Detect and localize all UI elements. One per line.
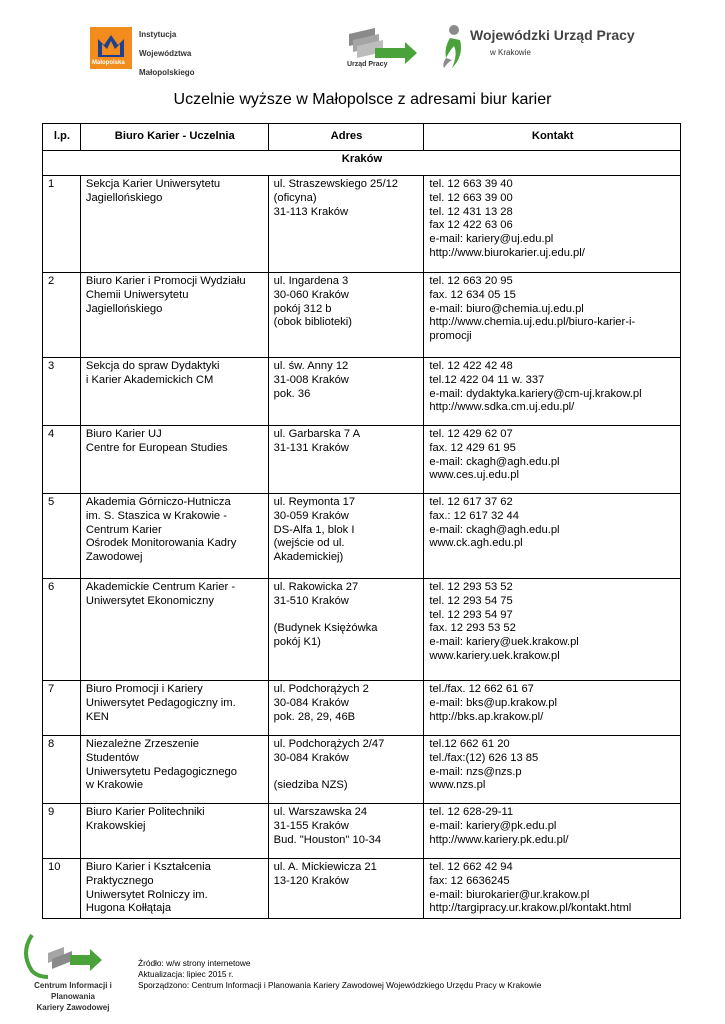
table-row: [43, 681, 681, 736]
contact-line[interactable]: www.kariery.uek.krakow.pl: [429, 649, 560, 662]
name-line: Praktycznego: [85, 874, 154, 887]
contact-line[interactable]: http://targipracy.ur.krakow.pl/kontakt.html: [429, 902, 632, 915]
cell-address: [268, 804, 424, 859]
address-line: 30-060 Kraków: [273, 288, 349, 301]
contact-line[interactable]: www.nzs.pl: [429, 779, 486, 792]
contact-line: tel. 12 431 13 28: [429, 205, 513, 218]
address-line: DS-Alfa 1, blok I: [273, 523, 355, 536]
contact-line: tel. 12 422 42 48: [429, 360, 513, 372]
contact-line[interactable]: http://www.chemia.uj.edu.pl/biuro-karier-i-: [429, 316, 636, 329]
name-line: Centre for European Studies: [85, 441, 228, 454]
footer-prepared: Sporządzono: Centrum Informacji i Planowania Kariery Zawodowej Wojewódzkiego Urzędu Pracy w Krakowie: [138, 980, 542, 990]
contact-line: tel. 12 628-29-11: [429, 806, 514, 818]
name-line: Jagiellońskiego: [85, 302, 163, 315]
address-line: 31-155 Kraków: [273, 819, 349, 832]
address-line: pok. 36: [273, 387, 311, 400]
cell-address: [268, 176, 424, 273]
contact-line: fax: 12 6636245: [429, 874, 510, 887]
row-number: 2: [43, 273, 81, 358]
malopolska-badge: Małopolska: [92, 60, 125, 66]
iwm-line: Małopolskiego: [139, 68, 195, 77]
iwm-line: Instytucja: [139, 30, 177, 39]
table-header-row: [43, 124, 681, 151]
contact-line[interactable]: www.ck.agh.edu.pl: [429, 537, 523, 550]
contact-line[interactable]: e-mail: nzs@nzs.p: [429, 765, 522, 778]
address-line: pok. 28, 29, 46B: [273, 710, 356, 723]
name-line: Centrum Karier: [85, 523, 162, 536]
cell-address: [268, 494, 424, 579]
name-line: Biuro Karier Politechniki: [85, 806, 205, 818]
address-line: ul. Rakowicka 27: [273, 581, 359, 593]
cell-address: [268, 358, 424, 426]
name-line: Ośrodek Monitorowania Kadry: [85, 537, 237, 550]
contact-line[interactable]: www.ces.uj.edu.pl: [429, 469, 519, 482]
contact-line[interactable]: e-mail: biuro@chemia.uj.edu.pl: [429, 302, 584, 315]
cell-name: [80, 681, 268, 736]
contact-line: tel. 12 663 20 95: [429, 275, 513, 287]
row-number: 9: [43, 804, 81, 859]
cell-contact: [424, 579, 681, 681]
cell-name: [80, 273, 268, 358]
address-line: Akademickiej): [273, 551, 344, 564]
address-line: (Budynek Księżówka: [273, 622, 378, 635]
address-line: 30-084 Kraków: [273, 751, 349, 764]
name-line: Akademickie Centrum Karier -: [85, 581, 236, 593]
table-row: [43, 804, 681, 859]
wup-subtitle: w Krakowie: [490, 48, 531, 57]
header-office: Biuro Karier - Uczelnia: [80, 124, 268, 151]
cell-contact: [424, 176, 681, 273]
name-line: Sekcja Karier Uniwersytetu: [85, 178, 221, 190]
contact-line[interactable]: http://bks.ap.krakow.pl/: [429, 710, 544, 723]
career-offices-table: [42, 123, 681, 919]
address-line: ul. A. Mickiewicza 21: [273, 861, 377, 873]
contact-line[interactable]: e-mail: biurokarier@ur.krakow.pl: [429, 888, 590, 901]
row-number: 6: [43, 579, 81, 681]
address-line: pokój 312 b: [273, 302, 332, 315]
name-line: i Karier Akademickich CM: [85, 373, 214, 386]
name-line: KEN: [85, 710, 109, 723]
row-number: 8: [43, 736, 81, 804]
name-line: Biuro Karier i Kształcenia: [85, 861, 211, 873]
address-line: 30-084 Kraków: [273, 696, 349, 709]
cell-address: [268, 426, 424, 494]
address-line: ul. św. Anny 12: [273, 360, 349, 372]
contact-line[interactable]: http://www.kariery.pk.edu.pl/: [429, 833, 569, 846]
contact-line[interactable]: e-mail: kariery@uek.krakow.pl: [429, 636, 579, 649]
address-line: (siedziba NZS): [273, 779, 348, 792]
address-line: 30-059 Kraków: [273, 509, 349, 522]
contact-line: fax.: 12 617 32 44: [429, 509, 519, 522]
address-line: ul. Straszewskiego 25/12: [273, 178, 399, 190]
name-line: Biuro Karier UJ: [85, 428, 162, 440]
address-line: (wejście od ul.: [273, 537, 345, 550]
contact-line: promocji: [429, 330, 472, 343]
cell-address: [268, 736, 424, 804]
name-line: Krakowskiej: [85, 819, 146, 832]
contact-line: fax 12 422 63 06: [429, 219, 513, 232]
contact-line[interactable]: e-mail: ckagh@agh.edu.pl: [429, 455, 560, 468]
table-row: [43, 273, 681, 358]
header-contact: Kontakt: [424, 124, 681, 151]
table-row: [43, 736, 681, 804]
row-number: 3: [43, 358, 81, 426]
contact-line: tel. 12 293 53 52: [429, 581, 513, 593]
name-line: Jagiellońskiego: [85, 191, 163, 204]
address-line: 31-113 Kraków: [273, 205, 349, 218]
header-address: Adres: [268, 124, 424, 151]
contact-line: tel./fax. 12 662 61 67: [429, 683, 534, 695]
name-line: Uniwersytet Pedagogiczny im.: [85, 696, 236, 709]
name-line: Biuro Karier i Promocji Wydziału: [85, 275, 246, 287]
header-lp: l.p.: [43, 124, 81, 151]
contact-line: fax. 12 634 05 15: [429, 288, 516, 301]
cell-name: [80, 736, 268, 804]
address-line: 31-510 Kraków: [273, 594, 349, 607]
contact-line[interactable]: e-mail: ckagh@agh.edu.pl: [429, 523, 560, 536]
footer-updated: Aktualizacja: lipiec 2015 r.: [138, 969, 234, 979]
address-line: ul. Warszawska 24: [273, 806, 368, 818]
address-line: 13-120 Kraków: [273, 874, 349, 887]
address-line: 31-131 Kraków: [273, 441, 349, 454]
cipkz-logo-text: [14, 980, 132, 1013]
contact-line: tel. 12 663 39 40: [429, 178, 513, 190]
cipkz-line: Kariery Zawodowej: [36, 1003, 110, 1012]
cell-address: [268, 273, 424, 358]
contact-line[interactable]: e-mail: kariery@pk.edu.pl: [429, 819, 557, 832]
contact-line[interactable]: e-mail: dydaktyka.kariery@cm-uj.krakow.pl: [429, 387, 642, 400]
name-line: Studentów: [85, 751, 139, 764]
cell-contact: [424, 736, 681, 804]
contact-line[interactable]: http://www.sdka.cm.uj.edu.pl/: [429, 401, 575, 414]
cell-name: [80, 579, 268, 681]
name-line: Sekcja do spraw Dydaktyki: [85, 360, 220, 372]
cell-name: [80, 426, 268, 494]
name-line: Uniwersytet Ekonomiczny: [85, 594, 214, 607]
row-number: 4: [43, 426, 81, 494]
address-line: ul. Reymonta 17: [273, 496, 356, 508]
malopolska-logo: [90, 27, 132, 69]
contact-line[interactable]: e-mail: kariery@uj.edu.pl: [429, 233, 554, 246]
address-line: ul. Ingardena 3: [273, 275, 349, 287]
cell-contact: [424, 358, 681, 426]
contact-line: tel.12 662 61 20: [429, 738, 510, 750]
table-row: [43, 859, 681, 919]
name-line: Akademia Górniczo-Hutnicza: [85, 496, 231, 508]
address-line: Bud. "Houston" 10-34: [273, 833, 382, 846]
contact-line: tel. 12 293 54 97: [429, 608, 513, 621]
table-row: [43, 358, 681, 426]
contact-line: fax. 12 429 61 95: [429, 441, 516, 454]
address-line: [274, 609, 420, 623]
contact-line: fax. 12 293 53 52: [429, 622, 516, 635]
cell-contact: [424, 426, 681, 494]
address-line: ul. Podchorążych 2/47: [273, 738, 385, 750]
page-header: [0, 0, 725, 80]
table-row: [43, 579, 681, 681]
row-number: 1: [43, 176, 81, 273]
address-line: 31-008 Kraków: [273, 373, 349, 386]
page-title: Uczelnie wyższe w Małopolsce z adresami biur karier: [173, 91, 552, 108]
name-line: Uniwersytet Rolniczy im.: [85, 888, 208, 901]
cell-name: [80, 494, 268, 579]
row-number: 10: [43, 859, 81, 919]
address-line: ul. Podchorążych 2: [273, 683, 369, 695]
table-row: [43, 494, 681, 579]
cell-address: [268, 859, 424, 919]
name-line: Hugona Kołłątaja: [85, 902, 172, 915]
table-row: [43, 426, 681, 494]
contact-line: tel.12 422 04 11 w. 337: [429, 373, 545, 386]
cipkz-line: Centrum Informacji i Planowania: [34, 981, 112, 1001]
cell-address: [268, 681, 424, 736]
cell-name: [80, 358, 268, 426]
contact-line[interactable]: e-mail: bks@up.krakow.pl: [429, 696, 558, 709]
name-line: Chemii Uniwersytetu: [85, 288, 189, 301]
table-row: [43, 176, 681, 273]
address-line: (obok biblioteki): [273, 316, 352, 329]
name-line: Niezależne Zrzeszenie: [85, 738, 200, 750]
row-number: 5: [43, 494, 81, 579]
footer-notes: [138, 958, 541, 991]
cell-contact: [424, 494, 681, 579]
cell-contact: [424, 804, 681, 859]
cell-name: [80, 176, 268, 273]
contact-line: tel. 12 293 54 75: [429, 594, 513, 607]
cell-name: [80, 859, 268, 919]
name-line: im. S. Staszica w Krakowie -: [85, 509, 227, 522]
iwm-name: [139, 25, 195, 82]
name-line: Biuro Promocji i Kariery: [85, 683, 203, 695]
cell-contact: [424, 273, 681, 358]
footer-source: Źródło: w/w strony internetowe: [138, 958, 251, 968]
cell-address: [268, 579, 424, 681]
cell-name: [80, 804, 268, 859]
section-city: Kraków: [43, 151, 681, 176]
contact-line: tel. 12 662 42 94: [429, 861, 513, 873]
wup-title: Wojewódzki Urząd Pracy: [470, 27, 635, 43]
address-line: pokój K1): [273, 636, 321, 649]
section-row: [43, 151, 681, 176]
contact-line: tel. 12 429 62 07: [429, 428, 513, 440]
name-line: Zawodowej: [85, 551, 143, 564]
address-line: (oficyna): [273, 191, 317, 204]
row-number: 7: [43, 681, 81, 736]
iwm-line: Województwa: [139, 49, 192, 58]
wup-figure-logo: [440, 24, 468, 70]
contact-line: tel. 12 617 37 62: [429, 496, 513, 508]
contact-line[interactable]: http://www.biurokarier.uj.edu.pl/: [429, 246, 585, 259]
cell-contact: [424, 859, 681, 919]
cell-contact: [424, 681, 681, 736]
contact-line: tel./fax:(12) 626 13 85: [429, 751, 539, 764]
name-line: Uniwersytetu Pedagogicznego: [85, 765, 237, 778]
contact-line: tel. 12 663 39 00: [429, 191, 513, 204]
address-line: ul. Garbarska 7 A: [273, 428, 361, 440]
urzad-pracy-label: Urząd Pracy: [347, 61, 388, 68]
name-line: w Krakowie: [85, 779, 144, 792]
address-line: [274, 766, 420, 780]
